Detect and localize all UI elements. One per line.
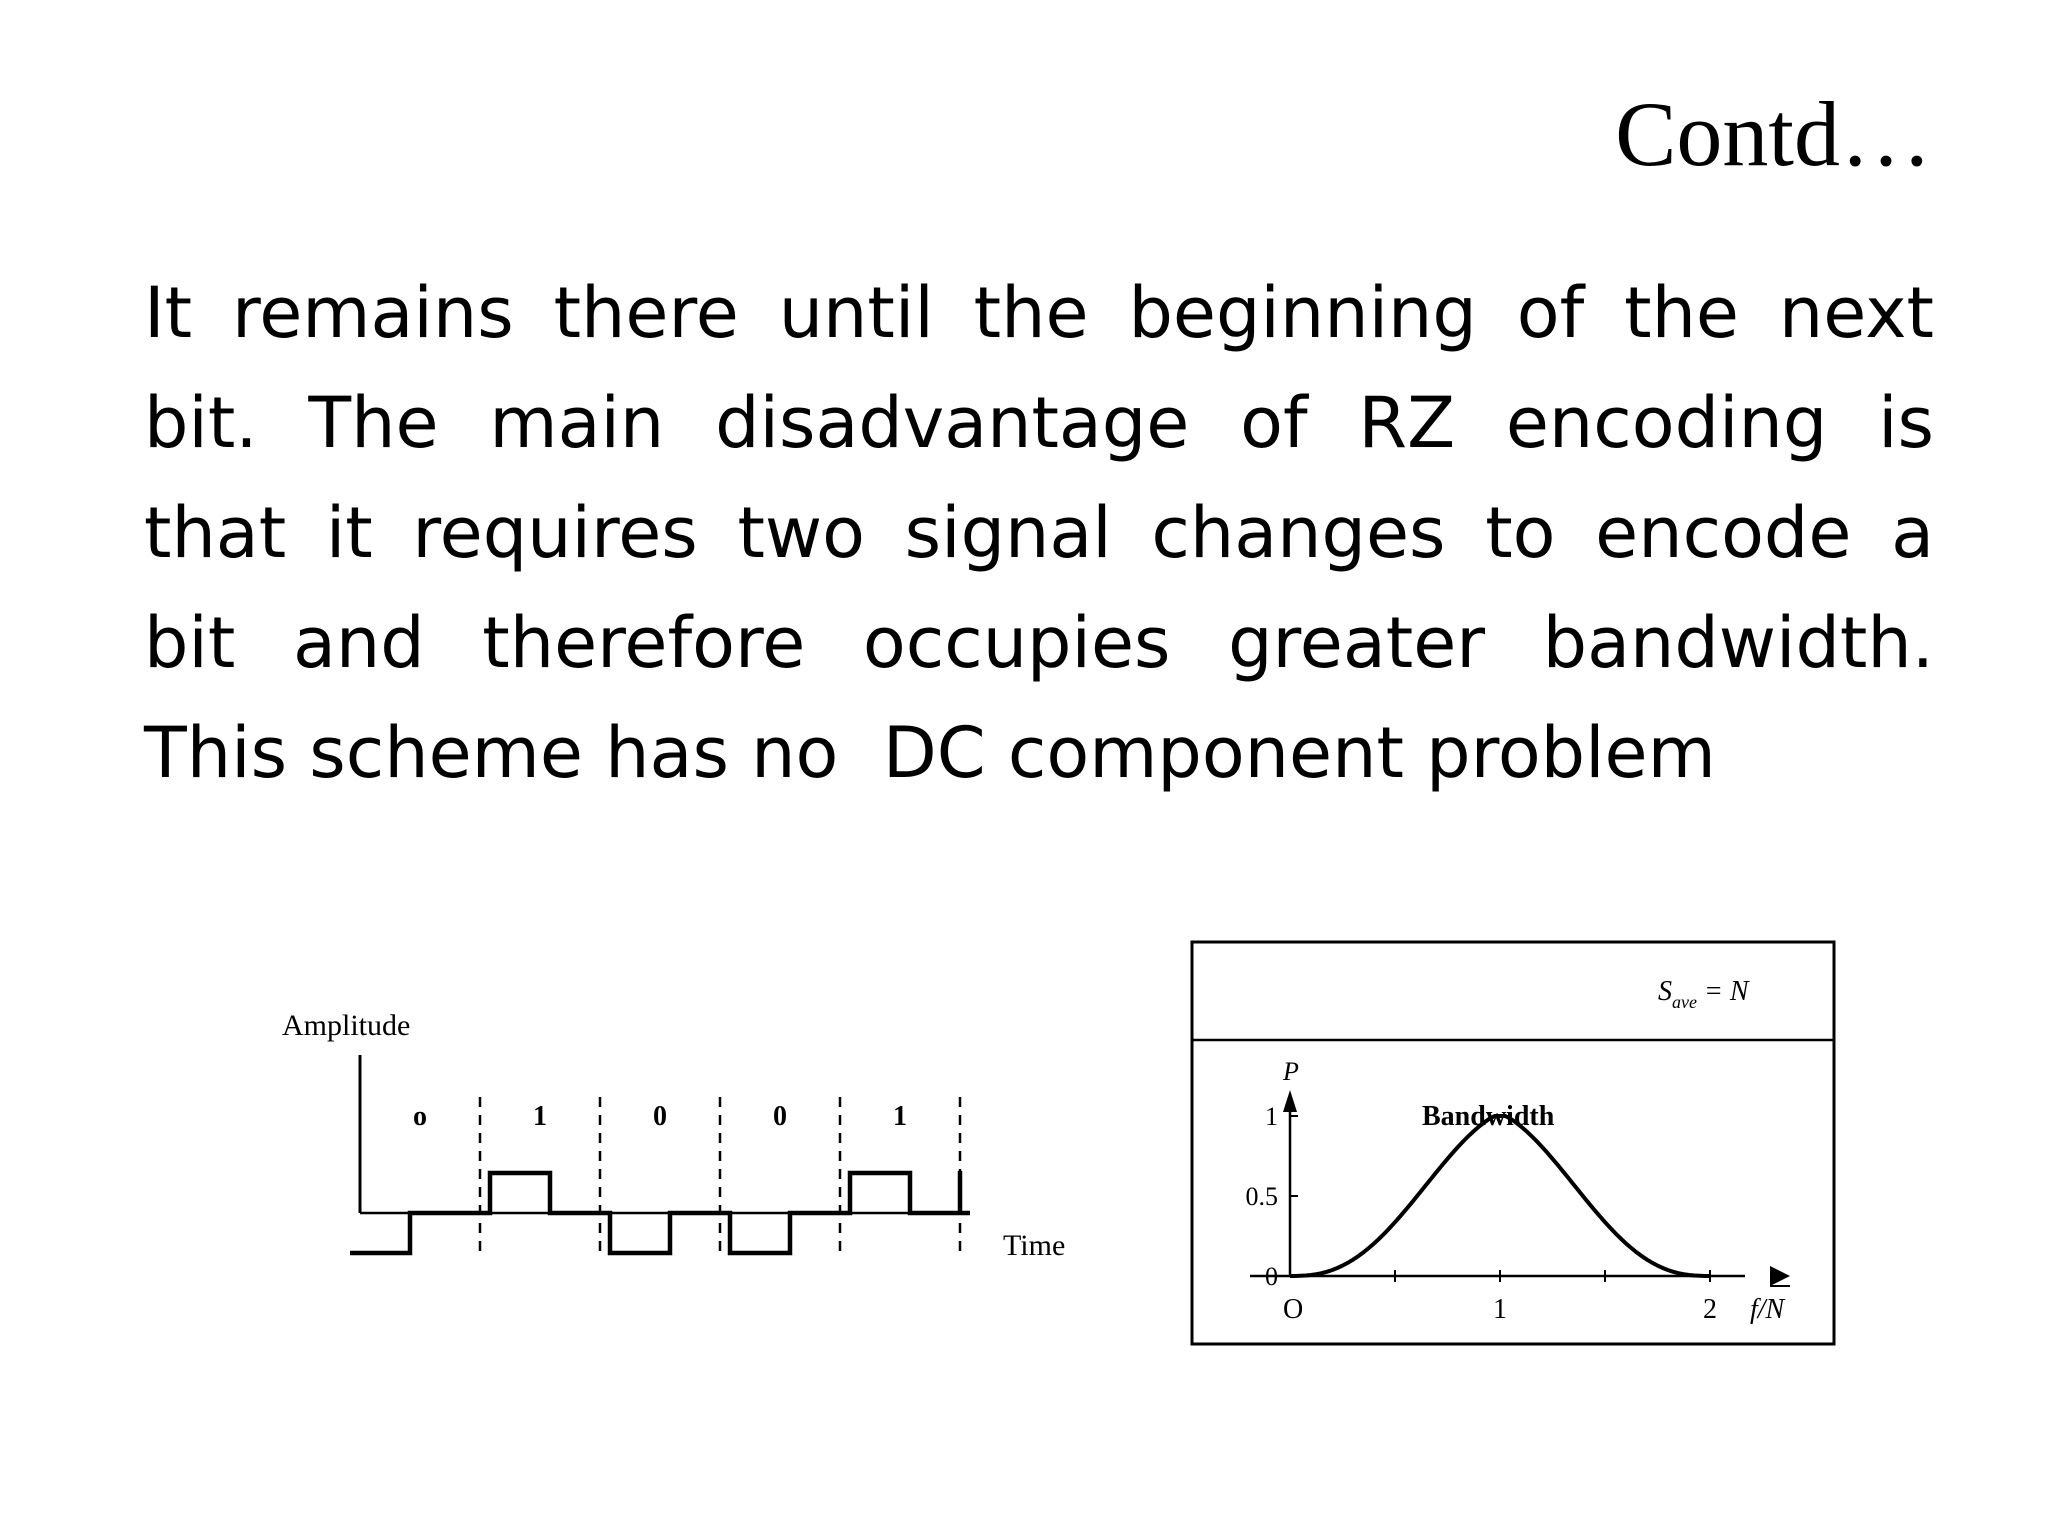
time-label: Time (1003, 1229, 1066, 1262)
slide-title: Contd… (1615, 83, 1932, 185)
x-axis-arrow-icon (1770, 1266, 1790, 1286)
amplitude-label: Amplitude (282, 1009, 411, 1042)
body-line-5: This scheme has no DC component problem (144, 712, 1716, 794)
y-tick-label: 1 (1265, 1102, 1278, 1131)
bit-label: 0 (773, 1101, 787, 1132)
bit-label: 1 (893, 1101, 907, 1132)
x-axis-ticks (1395, 1270, 1717, 1325)
slide-body (144, 258, 1934, 808)
bit-label: 1 (533, 1101, 547, 1132)
bit-label: o (413, 1101, 427, 1132)
y-axis-label: P (1283, 1057, 1299, 1086)
body-line-3: that it requires two signal changes to encode a (144, 492, 1934, 574)
rz-waveform-diagram (270, 995, 1100, 1285)
bit-label: 0 (653, 1101, 667, 1132)
body-line-2: bit. The main disadvantage of RZ encoding is (144, 382, 1934, 464)
bit-labels (413, 1101, 907, 1132)
origin-label: O (1283, 1294, 1304, 1325)
average-signal-header: $S_{ave} = N$ (1658, 976, 1749, 1012)
x-tick-label: 2 (1703, 1294, 1717, 1325)
bandwidth-spectrum-diagram (1190, 940, 1838, 1350)
bandwidth-label: Bandwidth (1422, 1101, 1555, 1132)
y-tick-label: 0.5 (1245, 1182, 1278, 1211)
x-axis-label: f/N (1750, 1294, 1785, 1325)
body-line-1: It remains there until the beginning of the next (144, 272, 1934, 354)
y-axis-arrow (1283, 1090, 1297, 1112)
x-tick-label: 1 (1493, 1294, 1507, 1325)
y-tick-label: 0 (1265, 1262, 1278, 1291)
bandwidth-curve (1290, 1116, 1710, 1276)
body-line-4: bit and therefore occupies greater bandwidth. (144, 602, 1934, 684)
